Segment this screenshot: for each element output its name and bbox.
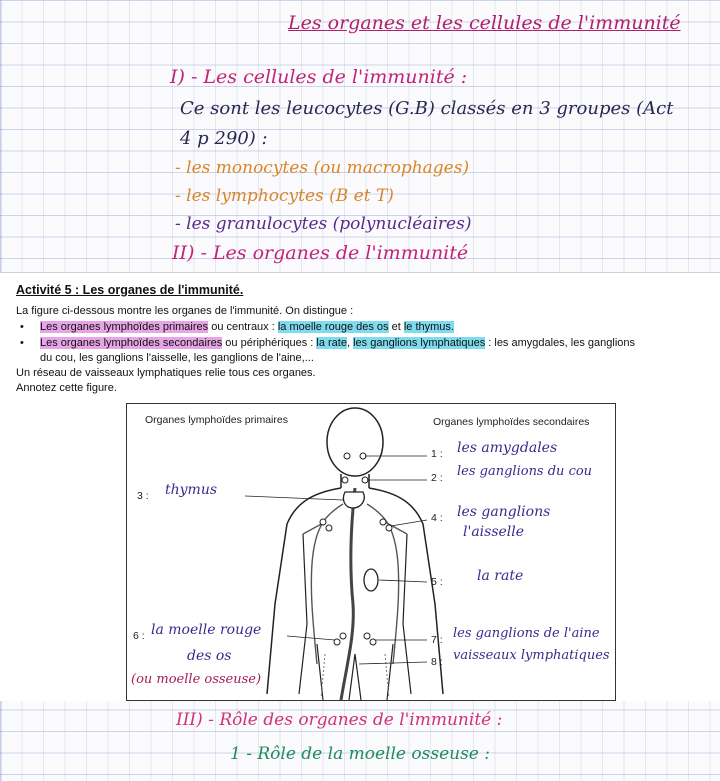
notes-line-1: Ce sont les leucocytes (G.B) classés en 3 groupes (Act <box>180 98 674 119</box>
primary-organs-label: Organes lymphoïdes primaires <box>145 414 288 426</box>
primary-organs-term: Les organes lymphoïdes primaires <box>40 321 209 333</box>
annotation-red-marrow: la moelle rouge <box>151 622 262 638</box>
notebook-title: Les organes et les cellules de l'immunité <box>288 12 681 34</box>
section-1-heading: I) - Les cellules de l'immunité : <box>170 66 468 88</box>
primary-organs-text: ou centraux : <box>208 321 278 333</box>
label-number-2: 2 : <box>431 472 443 484</box>
conjunction-text: et <box>388 321 404 333</box>
annotation-neck-nodes: les ganglions du cou <box>457 464 593 479</box>
bullet-secondary-organs <box>40 337 635 349</box>
list-item-granulocytes: - les granulocytes (polynucléaires) <box>175 214 472 234</box>
notes-line-2: 4 p 290) : <box>180 128 268 149</box>
immune-organs-figure <box>126 403 616 701</box>
subsection-1-heading: 1 - Rôle de la moelle osseuse : <box>230 744 490 764</box>
separator-text: , <box>346 337 354 349</box>
secondary-organs-text: ou périphériques : <box>222 337 317 349</box>
secondary-organs-term: Les organes lymphoïdes secondaires <box>40 337 223 349</box>
annotation-tonsils: les amygdales <box>457 440 558 456</box>
secondary-organs-rest: : les amygdales, les ganglions <box>485 337 636 349</box>
thymus-highlight: le thymus. <box>403 321 454 333</box>
annotation-red-marrow-2: des os <box>187 648 232 664</box>
annotate-instruction: Annotez cette figure. <box>16 382 117 394</box>
network-sentence: Un réseau de vaisseaux lymphatiques relie tous ces organes. <box>16 367 316 379</box>
label-number-5: 5 : <box>431 576 443 588</box>
annotation-thymus: thymus <box>165 482 218 498</box>
label-number-4: 4 : <box>431 512 443 524</box>
label-number-8: 8 : <box>431 656 443 668</box>
annotation-spleen: la rate <box>477 568 524 584</box>
spleen-highlight: la rate <box>316 337 347 349</box>
label-number-6: 6 : <box>133 630 145 642</box>
activity-heading: Activité 5 : Les organes de l'immunité. <box>16 283 244 297</box>
list-item-monocytes: - les monocytes (ou macrophages) <box>175 158 470 178</box>
bone-marrow-highlight: la moelle rouge des os <box>277 321 389 333</box>
section-2-heading: II) - Les organes de l'immunité <box>172 242 469 264</box>
annotation-axillary-nodes-2: l'aisselle <box>463 524 525 540</box>
section-3-heading: III) - Rôle des organes de l'immunité : <box>176 710 503 730</box>
annotation-lymph-vessels: vaisseaux lymphatiques <box>453 648 610 663</box>
annotation-axillary-nodes: les ganglions <box>457 504 551 520</box>
label-number-7: 7 : <box>431 634 443 646</box>
list-item-lymphocytes: - les lymphocytes (B et T) <box>175 186 394 206</box>
label-number-3: 3 : <box>137 490 149 502</box>
secondary-organs-continuation: du cou, les ganglions l'aisselle, les ganglions de l'aine,... <box>40 352 314 364</box>
activity-intro: La figure ci-dessous montre les organes de l'immunité. On distingue : <box>16 305 354 317</box>
bottom-notes <box>0 700 720 781</box>
annotation-inguinal-nodes: les ganglions de l'aine <box>453 626 600 641</box>
activity-worksheet <box>0 272 720 701</box>
bullet-primary-organs <box>40 321 454 333</box>
label-number-1: 1 : <box>431 448 443 460</box>
annotation-bone-marrow-note: (ou moelle osseuse) <box>131 672 262 687</box>
secondary-organs-label: Organes lymphoïdes secondaires <box>433 416 590 428</box>
lymph-nodes-highlight: les ganglions lymphatiques <box>353 337 486 349</box>
bullet-dot: • <box>20 337 24 349</box>
bullet-dot: • <box>20 321 24 333</box>
